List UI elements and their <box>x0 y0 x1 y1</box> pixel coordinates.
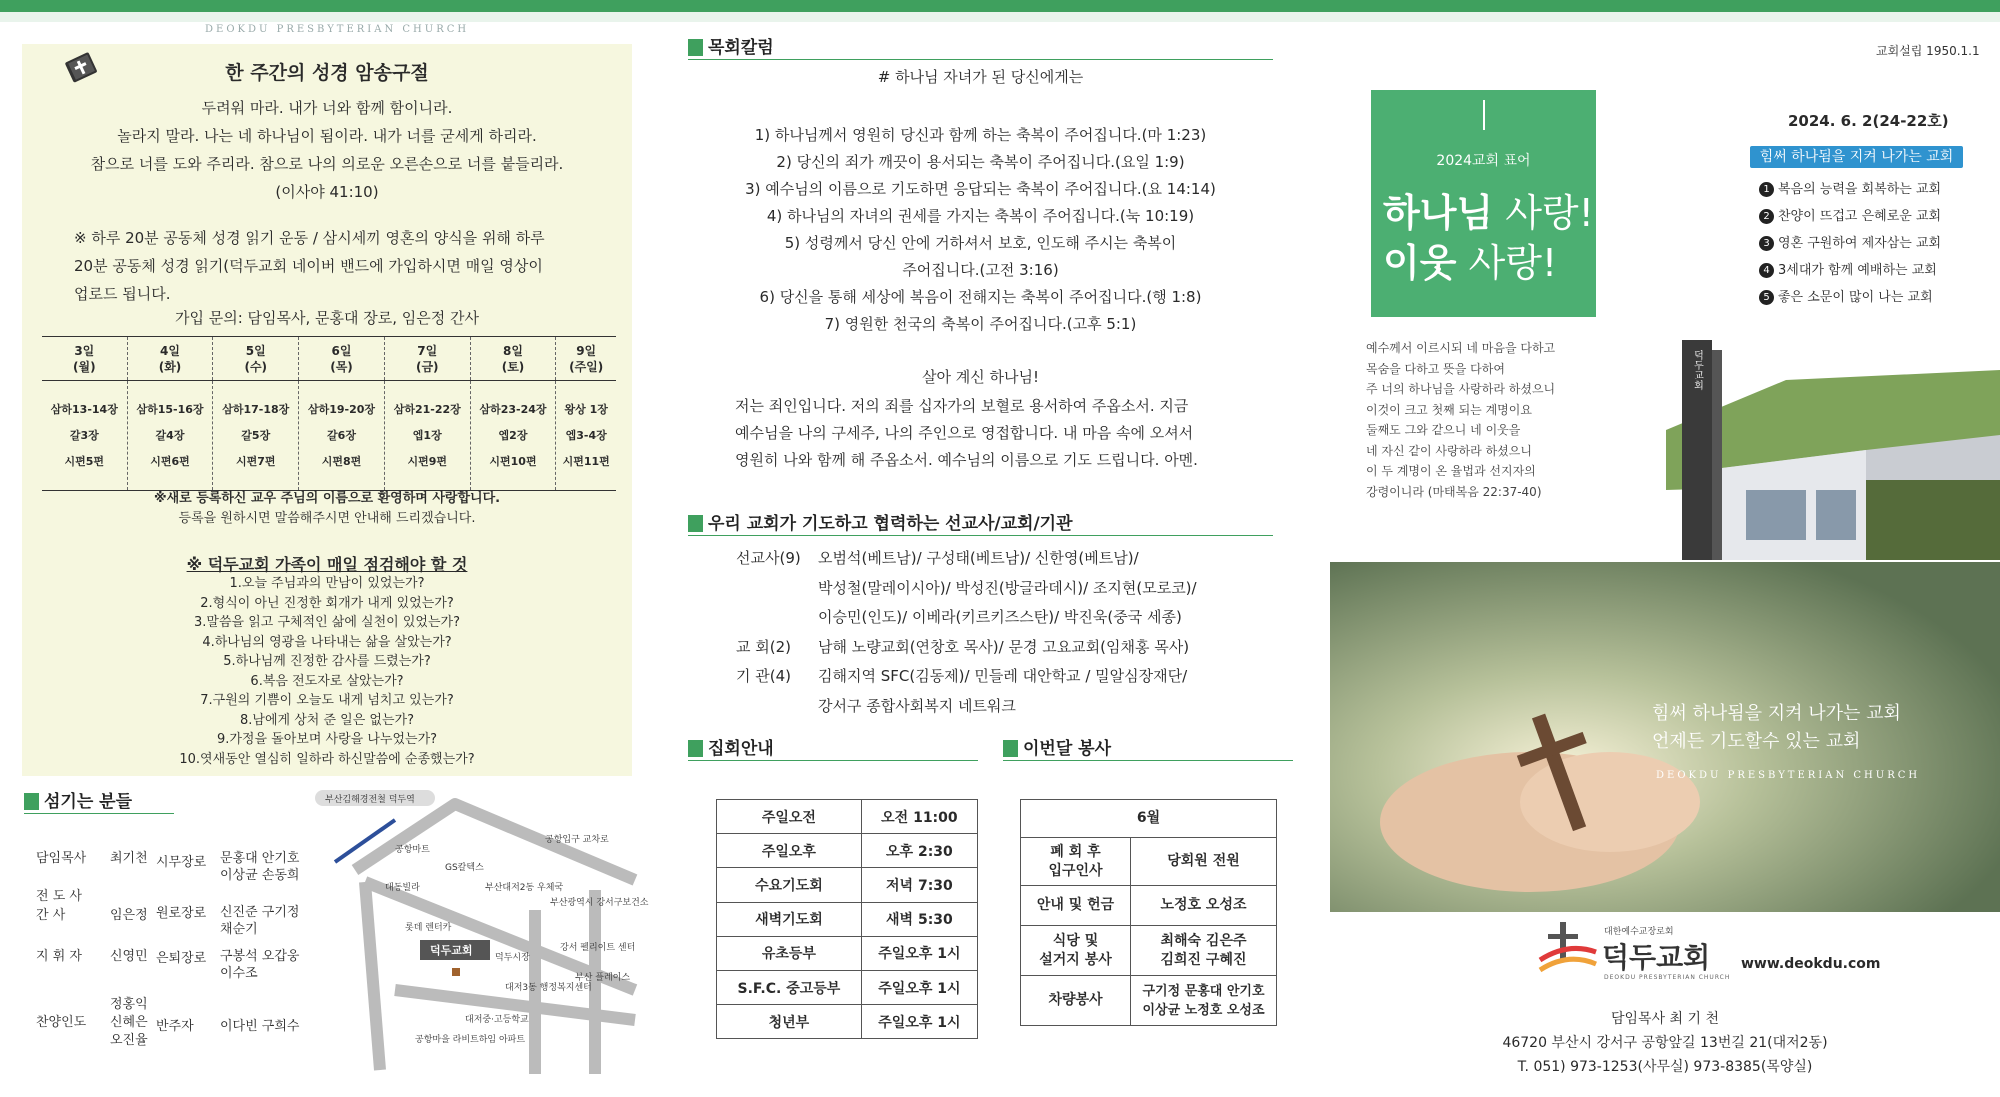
church-logo <box>1538 922 1808 986</box>
church-name-header: DEOKDU PRESBYTERIAN CHURCH <box>205 24 470 35</box>
reading-day-header: 3일 (월) <box>42 337 127 381</box>
cover-scripture: 예수께서 이르시되 네 마음을 다하고 목숨을 다하고 뜻을 다하여 주 너의 하나님을 사랑하라 하셨으니 이것이 크고 첫째 되는 계명이요 둘째도 그와 같으니 네 이웃을 네 자신 같이 사랑하라 하셨으니 이 두 계명이 온 율법과 선지자의 강령이니라 (마태복음 22:37-40) <box>1366 341 1556 499</box>
slogan-badge: 힘써 하나됨을 지켜 나가는 교회 <box>1750 146 1963 168</box>
staff-role: 전 도 사 <box>36 889 82 904</box>
section-marker <box>688 740 703 757</box>
missions-line: 선교사(9) 오범석(베트남)/ 구성태(베트남)/ 신한영(베트남)/ <box>736 549 1139 567</box>
reading-day-header: 9일 (주일) <box>556 337 616 381</box>
verse-reference: (이사야 41:10) <box>275 183 379 201</box>
table-row: 주일오후 오후 2:30 <box>717 834 978 868</box>
map-label: 롯데 렌터카 <box>405 923 452 933</box>
staff-role: 은퇴장로 <box>156 951 207 966</box>
church-address: 46720 부산시 강서구 공항앞길 13번길 21(대저2동) <box>1502 1035 1828 1051</box>
map-label: 대저3동 행정복지센터 <box>505 983 592 993</box>
staff-name: 채순기 <box>220 922 258 937</box>
motto-subtitle: 2024교회 표어 <box>1436 153 1531 169</box>
goals-list <box>1759 176 1941 311</box>
table-row: 수요기도회 저녁 7:30 <box>717 868 978 902</box>
motto-box <box>1371 90 1596 317</box>
checklist <box>22 574 632 769</box>
section-marker <box>1003 740 1018 757</box>
verse-title: 한 주간의 성경 암송구절 <box>225 62 429 84</box>
map-label: 대동빌라 <box>385 883 420 893</box>
staff-role: 원로장로 <box>156 906 207 921</box>
meetings-title: 집회안내 <box>708 739 774 759</box>
checklist-title: ※ 덕두교회 가족이 매일 점검해야 할 것 <box>186 555 468 574</box>
staff-name: 임은정 <box>110 908 148 923</box>
photo-caption-2: 언제든 기도할수 있는 교회 <box>1652 731 1861 752</box>
table-row: 청년부 주일오후 1시 <box>717 1005 978 1039</box>
staff-role: 담임목사 <box>36 851 87 866</box>
checklist-item: 8.남에게 상처 준 일은 없는가? <box>240 712 414 728</box>
missions-line: 기 관(4) 김해지역 SFC(김동제)/ 민들레 대안학교 / 밀알심장재단/ <box>736 667 1188 685</box>
checklist-item: 3.말씀을 읽고 구체적인 삶에 실천이 있었는가? <box>193 615 460 630</box>
column-list <box>688 122 1273 338</box>
prayer-line: 영원히 나와 함께 해 주옵소서. 예수님의 이름으로 기도 드립니다. 아멘. <box>735 451 1198 469</box>
missions-line: 이승민(인도)/ 이베라(키르키즈스탄)/ 박진욱(중국 세종) <box>818 608 1182 626</box>
checklist-item: 7.구원의 기쁨이 오늘도 내게 넘치고 있는가? <box>200 693 454 708</box>
reading-day-header: 8일 (토) <box>470 337 556 381</box>
verse-line: 참으로 너를 도와 주리라. 참으로 나의 의로운 오른손으로 너를 붙들리라. <box>90 155 564 173</box>
goal-item: 2 찬양이 뜨겁고 은혜로운 교회 <box>1759 203 1941 230</box>
welcome-line: ※새로 등록하신 교우 주님의 이름으로 환영하며 사랑합니다. <box>153 491 501 506</box>
missions-line: 교 회(2) 남해 노량교회(연창호 목사)/ 문경 고요교회(임채홍 목사) <box>736 637 1190 656</box>
staff-name: 이수조 <box>220 966 258 981</box>
logo-denomination: 대한예수교장로회 <box>1604 927 1674 937</box>
reading-day-header: 7일 (금) <box>384 337 470 381</box>
photo-caption-en: DEOKDU PRESBYTERIAN CHURCH <box>1656 770 1921 781</box>
reading-cell: 삼하19-20장 갈6장 시편8편 <box>299 381 385 491</box>
photo-caption-1: 힘써 하나됨을 지켜 나가는 교회 <box>1652 703 1901 724</box>
goal-item: 3 영혼 구원하여 제자삼는 교회 <box>1759 230 1941 257</box>
welcome-line: 등록을 원하시면 말씀해주시면 안내해 드리겠습니다. <box>178 511 476 526</box>
map-label: 부산광역시 강서구보건소 <box>550 898 649 908</box>
prayer-line: 예수님을 나의 구세주, 나의 주인으로 영접합니다. 내 마음 속에 오셔서 <box>735 424 1194 442</box>
staff-name: 신혜은 <box>110 1015 148 1030</box>
staff-role: 지 휘 자 <box>36 949 82 964</box>
map-label: GS칼텍스 <box>445 863 484 873</box>
map-label: 대저중·고등학교 <box>465 1015 529 1025</box>
map-label: 강서 펠리이트 센터 <box>560 943 636 953</box>
meetings-header <box>688 737 978 761</box>
reading-notice-line: 업로드 됩니다. <box>74 285 171 303</box>
reading-cell: 삼하23-24장 엡2장 시편10편 <box>470 381 556 491</box>
section-marker <box>688 515 703 532</box>
staff-name: 최기천 <box>110 851 148 866</box>
service-table <box>1020 799 1277 1026</box>
staff-name: 문홍대 안기호 <box>220 851 300 866</box>
column-item: 7) 영원한 천국의 축복이 주어집니다.(고후 5:1) <box>824 315 1137 333</box>
section-marker <box>24 793 39 810</box>
meetings-table <box>716 799 978 1039</box>
checklist-item: 6.복음 전도자로 살았는가? <box>250 673 404 689</box>
staff-role: 찬양인도 <box>36 1015 87 1030</box>
column-item: 4) 하나님의 자녀의 권세를 가지는 축복이 주어집니다.(눅 10:19) <box>766 207 1195 225</box>
table-row: 새벽기도회 새벽 5:30 <box>717 902 978 936</box>
staff-name: 신진준 구기정 <box>220 905 300 920</box>
column-title: 목회칼럼 <box>708 38 774 58</box>
reading-cell: 삼하15-16장 갈4장 시편6편 <box>127 381 213 491</box>
reading-cell: 삼하13-14장 갈3장 시편5편 <box>50 402 118 468</box>
church-phone: T. 051) 973-1253(사무실) 973-8385(목양실) <box>1517 1059 1813 1075</box>
checklist-item: 10.엿새동안 열심히 일하라 하신말씀에 순종했는가? <box>179 751 475 767</box>
top-border <box>0 0 2000 12</box>
checklist-item: 2.형식이 아닌 진정한 회개가 내게 있었는가? <box>200 595 454 611</box>
missions-title: 우리 교회가 기도하고 협력하는 선교사/교회/기관 <box>708 514 1073 534</box>
prayer-text <box>735 393 1255 474</box>
table-row: 폐 회 후 입구인사 당회원 전원 <box>1021 838 1277 886</box>
table-row: 주일오전 오전 11:00 <box>717 800 978 834</box>
motto-line-1: 하나님 사랑! <box>1383 191 1594 235</box>
goal-item: 4 3세대가 함께 예배하는 교회 <box>1759 257 1941 284</box>
column-item: 2) 당신의 죄가 깨끗이 용서되는 축복이 주어집니다.(요일 1:9) <box>776 153 1185 171</box>
map-label: 덕두시장 <box>495 953 530 963</box>
service-title: 이번달 봉사 <box>1023 739 1112 759</box>
reading-day-header: 5일 (수) <box>213 337 299 381</box>
staff-name: 이다빈 구희수 <box>220 1019 300 1034</box>
church-pin-icon <box>452 968 460 976</box>
column-item: 6) 당신을 통해 세상에 복음이 전해지는 축복이 주어집니다.(행 1:8) <box>759 288 1202 306</box>
staff-header <box>24 790 174 814</box>
reading-cell: 왕상 1장 엡3-4장 시편11편 <box>556 381 616 491</box>
reading-cell: 삼하17-18장 갈5장 시편7편 <box>213 381 299 491</box>
section-marker <box>688 39 703 56</box>
map-label: 부산대저2동 우체국 <box>485 883 564 893</box>
missions-header <box>688 512 1273 536</box>
staff-name: 정홍익 <box>110 997 148 1012</box>
hands-cross-photo <box>1330 562 2000 912</box>
logo-english: DEOKDU PRESBYTERIAN CHURCH <box>1604 974 1731 981</box>
bulletin-date: 2024. 6. 2(24-22호) <box>1788 112 1949 130</box>
table-row: S.F.C. 중고등부 주일오후 1시 <box>717 970 978 1004</box>
church-marker-label: 덕두교회 <box>430 944 473 957</box>
tower-sign: 덕두교회 <box>1691 350 1703 390</box>
map-label: 부산김해경전철 덕두역 <box>325 795 415 805</box>
reading-cell: 삼하21-22장 엡1장 시편9편 <box>384 381 470 491</box>
table-row <box>1021 800 1277 838</box>
column-header <box>688 36 1273 60</box>
column-item: 5) 성령께서 당신 안에 거하셔서 보호, 인도해 주시는 축복이 <box>784 234 1177 252</box>
table-row: 식당 및 설거지 봉사 최해숙 김은주 김희진 구혜진 <box>1021 926 1277 976</box>
staff-role: 반주자 <box>156 1019 194 1034</box>
prayer-title: 살아 계신 하나님! <box>922 368 1039 386</box>
table-row: 유초등부 주일오후 1시 <box>717 936 978 970</box>
table-row: 차량봉사 구기정 문홍대 안기호 이상균 노정호 오성조 <box>1021 976 1277 1026</box>
staff-name: 신영민 <box>110 949 148 964</box>
reading-notice-line: 20분 공동체 성경 읽기(덕두교회 네이버 밴드에 가입하시면 매일 영상이 <box>74 257 543 275</box>
location-map <box>325 790 649 1074</box>
checklist-item: 4.하나님의 영광을 나타내는 삶을 살았는가? <box>202 634 452 650</box>
column-item: 3) 예수님의 이름으로 기도하면 응답되는 축복이 주어집니다.(요 14:14) <box>745 180 1216 198</box>
logo-name: 덕두교회 <box>1602 941 1711 974</box>
column-subtitle: # 하나님 자녀가 된 당신에게는 <box>877 68 1084 86</box>
prayer-line: 저는 죄인입니다. 저의 죄를 십자가의 보혈로 용서하여 주옵소서. 지금 <box>735 397 1189 415</box>
missions-list <box>736 544 1197 721</box>
checklist-item: 5.하나님께 진정한 감사를 드렸는가? <box>223 654 431 669</box>
service-month: 6월 <box>1021 800 1277 838</box>
column-item: 1) 하나님께서 영원히 당신과 함께 하는 축복이 주어집니다.(마 1:23) <box>754 126 1207 144</box>
staff-role: 간 사 <box>36 908 66 923</box>
motto-line-2: 이웃 사랑! <box>1383 241 1558 285</box>
reading-day-header: 4일 (화) <box>127 337 213 381</box>
verse-line: 두려워 마라. 내가 너와 함께 함이니라. <box>201 99 453 117</box>
staff-role: 시무장로 <box>156 855 207 870</box>
missions-line: 박성철(말레이시아)/ 박성진(방글라데시)/ 조지현(모로코)/ <box>818 578 1197 597</box>
staff-title: 섬기는 분들 <box>44 792 133 812</box>
staff-name: 이상균 손동희 <box>220 868 300 883</box>
goal-item: 5 좋은 소문이 많이 나는 교회 <box>1759 284 1941 311</box>
verse-line: 놀라지 말라. 나는 네 하나님이 됨이라. 내가 너를 굳세게 하리라. <box>117 127 537 145</box>
reading-notice-line: ※ 하루 20분 공동체 성경 읽기 운동 / 삼시세끼 영혼의 양식을 위해 하루 <box>74 229 545 247</box>
pastor-name: 담임목사 최 기 천 <box>1610 1011 1720 1027</box>
staff-section <box>24 790 344 1048</box>
staff-name: 오진율 <box>110 1033 148 1048</box>
website: www.deokdu.com <box>1741 956 1881 972</box>
staff-name: 구봉석 오갑웅 <box>220 949 300 964</box>
column-item: 주어집니다.(고전 3:16) <box>902 261 1059 279</box>
reading-day-header: 6일 (목) <box>299 337 385 381</box>
checklist-item: 1.오늘 주님과의 만남이 있었는가? <box>229 576 425 591</box>
church-building-image <box>1666 340 2000 560</box>
goal-item: 1 복음의 능력을 회복하는 교회 <box>1759 176 1941 203</box>
map-label: 공항입구 교차로 <box>545 835 609 845</box>
missions-line: 강서구 종합사회복지 네트워크 <box>818 696 1016 715</box>
map-label: 공항마을 라비트하임 아파트 <box>415 1035 526 1045</box>
motto-divider <box>1483 100 1485 130</box>
top-border-light <box>0 12 2000 22</box>
inquiry-text: 가입 문의: 담임목사, 문홍대 장로, 임은정 간사 <box>174 309 480 327</box>
reading-table <box>42 336 616 491</box>
map-label: 공항마트 <box>395 845 430 855</box>
logo-icon <box>1538 922 1598 986</box>
map-label: 부산 플레이스 <box>575 973 631 983</box>
verse-panel <box>22 44 632 776</box>
table-row: 안내 및 헌금 노정호 오성조 <box>1021 886 1277 926</box>
service-header <box>1003 737 1293 761</box>
checklist-item: 9.가정을 돌아보며 사랑을 나누었는가? <box>216 732 438 747</box>
established-date: 교회설립 1950.1.1 <box>1876 44 1980 58</box>
